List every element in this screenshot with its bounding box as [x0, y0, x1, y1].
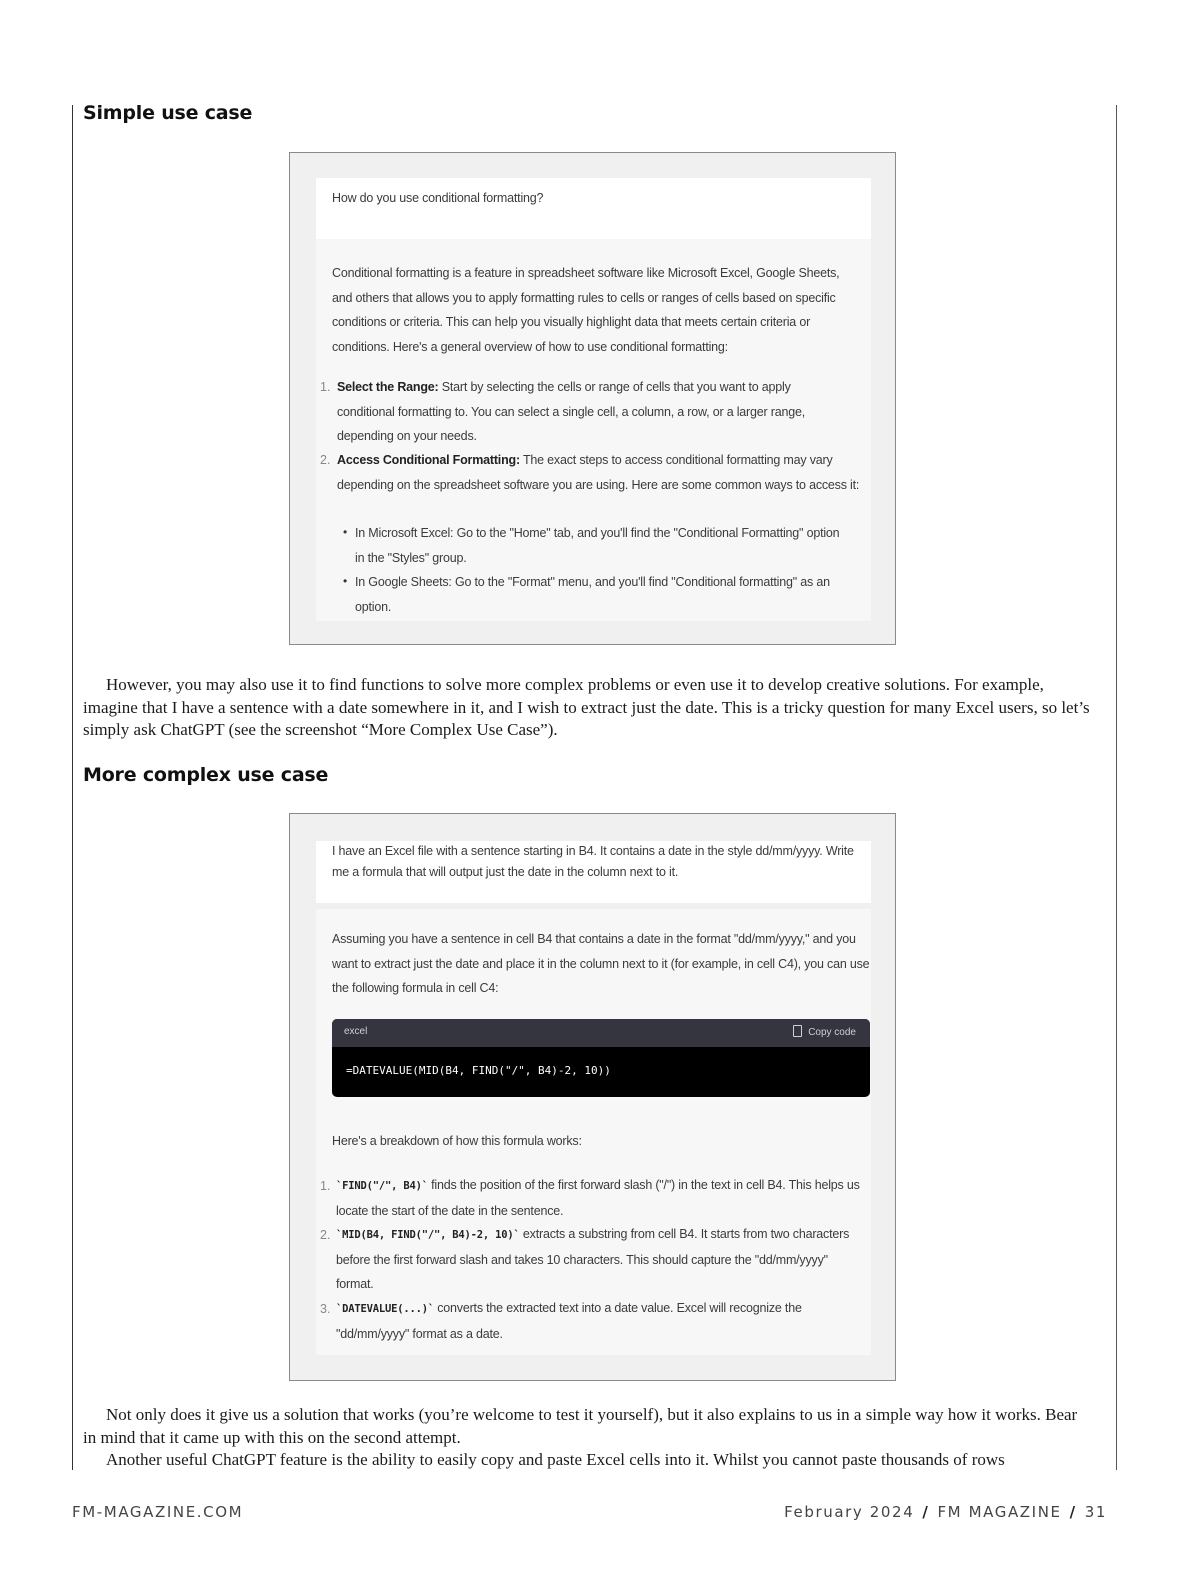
code-language: excel	[344, 1026, 368, 1037]
bullet-item: In Google Sheets: Go to the "Format" menu, and you'll find "Conditional formatting" as an option.	[355, 575, 830, 614]
clipboard-icon	[793, 1025, 802, 1037]
paragraph: However, you may also use it to find functions to solve more complex problems or even use it to develop creative solutions. For example, imagine that I have a sentence with a date somewhere in it, and I wish to extract just the date. This is a tricky question for many Excel users, so let’s simply ask ChatGPT (see the screenshot “More Complex Use Case”).	[83, 675, 1090, 739]
list-number: 1.	[320, 380, 331, 394]
list-item	[337, 448, 862, 497]
page-number: 31	[1084, 1503, 1107, 1521]
code-header	[332, 1019, 870, 1047]
paragraph: Not only does it give us a solution that works (you’re welcome to test it yourself), but it also explains to us in a simple way how it works. Bear in mind that it came up with this on the second attempt.	[83, 1405, 1078, 1447]
copy-code-label: Copy code	[808, 1027, 856, 1038]
item-text: extracts a substring from cell B4. It starts from two characters before the first forward slash and takes 10 characters. This should capture the "dd/mm/yyyy" format.	[336, 1227, 850, 1291]
section-heading-complex: More complex use case	[83, 764, 329, 786]
list-number: 2.	[320, 1228, 331, 1242]
list-number: 2.	[320, 453, 331, 467]
footer-website: FM-MAGAZINE.COM	[72, 1503, 244, 1521]
answer-intro: Assuming you have a sentence in cell B4 that contains a date in the format "dd/mm/yyyy," and you want to extract just the date and place it in the column next to it (for example, in cell C4), you can use the following formula in cell C4:	[332, 932, 870, 995]
footer-magazine: FM MAGAZINE	[937, 1503, 1062, 1521]
footer-separator: /	[1069, 1503, 1077, 1521]
bullet-icon: •	[343, 525, 348, 539]
chatgpt-screenshot-simple	[289, 152, 896, 645]
left-column-rule	[72, 105, 73, 1470]
footer-folio	[784, 1503, 1107, 1521]
chatgpt-screenshot-complex	[289, 813, 896, 1381]
footer-separator: /	[922, 1503, 930, 1521]
item-title: Select the Range:	[337, 380, 439, 394]
assistant-answer-box	[316, 909, 871, 1355]
user-question-box	[316, 178, 871, 239]
user-question-box	[316, 841, 871, 903]
user-question: I have an Excel file with a sentence starting in B4. It contains a date in the style dd/mm/yyyy. Write me a formula that will output just the date in the column next to it.	[332, 844, 854, 879]
answer-intro: Conditional formatting is a feature in spreadsheet software like Microsoft Excel, Google Sheets, and others that allows you to apply formatting rules to cells or ranges of cells based on specific conditions or criteria. This can help you visually highlight data that meets certain criteria or conditions. Here's a general overview of how to use conditional formatting:	[332, 266, 840, 354]
item-code: `DATEVALUE(...)`	[336, 1303, 434, 1315]
code-formula: =DATEVALUE(MID(B4, FIND("/", B4)-2, 10))	[346, 1064, 611, 1077]
item-text: converts the extracted text into a date value. Excel will recognize the "dd/mm/yyyy" format as a date.	[336, 1301, 802, 1341]
paragraph: Another useful ChatGPT feature is the ability to easily copy and paste Excel cells into it. Whilst you cannot paste thousands of rows	[106, 1450, 1005, 1469]
list-item	[337, 375, 847, 449]
item-code: `FIND("/", B4)`	[336, 1180, 428, 1192]
item-text: The exact steps to access conditional formatting may vary depending on the spreadsheet software you are using. Here are some common ways to access it:	[337, 453, 860, 492]
body-text-1	[83, 674, 1093, 742]
footer-date: February 2024	[784, 1503, 915, 1521]
user-question: How do you use conditional formatting?	[332, 191, 544, 205]
item-code: `MID(B4, FIND("/", B4)-2, 10)`	[336, 1229, 520, 1241]
list-item	[336, 1222, 861, 1297]
item-title: Access Conditional Formatting:	[337, 453, 520, 467]
assistant-answer-box	[316, 239, 871, 621]
list-item	[336, 1173, 866, 1223]
item-text: finds the position of the first forward slash ("/") in the text in cell B4. This helps us locate the start of the date in the sentence.	[336, 1178, 860, 1218]
code-block	[332, 1019, 870, 1097]
section-heading-simple: Simple use case	[83, 102, 253, 124]
list-number: 1.	[320, 1179, 331, 1193]
bullet-item: In Microsoft Excel: Go to the "Home" tab, and you'll find the "Conditional Formatting" option in the "Styles" group.	[355, 526, 840, 565]
right-column-rule	[1116, 105, 1117, 1470]
bullet-icon: •	[343, 574, 348, 588]
copy-code-button[interactable]	[793, 1025, 856, 1038]
list-number: 3.	[320, 1302, 331, 1316]
body-text-2	[83, 1404, 1093, 1472]
list-item	[336, 1296, 856, 1346]
breakdown-intro: Here's a breakdown of how this formula works:	[332, 1134, 582, 1148]
item-text: Start by selecting the cells or range of cells that you want to apply conditional formatting to. You can select a single cell, a column, a row, or a larger range, depending on your needs.	[337, 380, 805, 443]
